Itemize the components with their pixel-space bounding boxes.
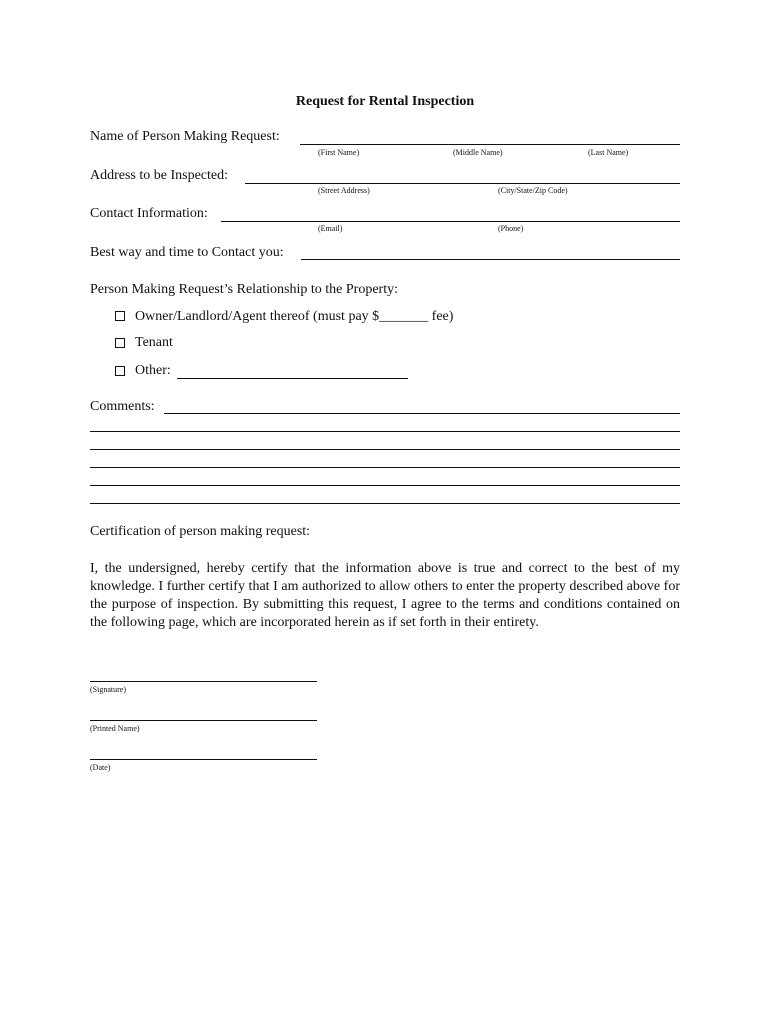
best-time-input-line[interactable] [301, 259, 680, 260]
first-name-caption: (First Name) [318, 148, 360, 157]
contact-input-line[interactable] [221, 221, 680, 222]
comments-line-3[interactable] [90, 449, 680, 450]
owner-option-label: Owner/Landlord/Agent thereof (must pay $_______ fee) [135, 309, 454, 324]
comments-label: Comments: [90, 399, 155, 414]
certification-text: I, the undersigned, hereby certify that the information above is true and correct to the best of my knowledge. I further certify that I am authorized to allow others to enter the property described above for the purpose of inspection. By submitting this request, I agree to the terms and conditions contained on the following page, which are incorporated herein as if set forth in their entirety. [90, 561, 680, 630]
printed-name-caption: (Printed Name) [90, 724, 140, 733]
date-caption: (Date) [90, 763, 111, 772]
comments-line-6[interactable] [90, 503, 680, 504]
street-address-caption: (Street Address) [318, 186, 370, 195]
address-input-line[interactable] [245, 183, 680, 184]
other-checkbox[interactable] [115, 366, 125, 376]
comments-line-4[interactable] [90, 467, 680, 468]
signature-line[interactable] [90, 681, 317, 682]
relationship-label: Person Making Request’s Relationship to the Property: [90, 282, 398, 297]
middle-name-caption: (Middle Name) [453, 148, 503, 157]
signature-caption: (Signature) [90, 685, 126, 694]
best-time-label: Best way and time to Contact you: [90, 245, 284, 260]
certification-heading: Certification of person making request: [90, 524, 311, 539]
name-input-line[interactable] [300, 144, 680, 145]
tenant-option-label: Tenant [135, 335, 173, 350]
phone-caption: (Phone) [498, 224, 524, 233]
date-line[interactable] [90, 759, 317, 760]
contact-label: Contact Information: [90, 206, 208, 221]
comments-line-5[interactable] [90, 485, 680, 486]
page-title: Request for Rental Inspection [295, 94, 475, 109]
name-label: Name of Person Making Request: [90, 129, 280, 144]
other-option-label: Other: [135, 363, 171, 378]
comments-line-2[interactable] [90, 431, 680, 432]
other-input-line[interactable] [177, 378, 408, 379]
owner-checkbox[interactable] [115, 311, 125, 321]
comments-line-1[interactable] [164, 413, 680, 414]
city-state-zip-caption: (City/State/Zip Code) [498, 186, 568, 195]
address-label: Address to be Inspected: [90, 168, 229, 183]
email-caption: (Email) [318, 224, 343, 233]
printed-name-line[interactable] [90, 720, 317, 721]
last-name-caption: (Last Name) [588, 148, 629, 157]
tenant-checkbox[interactable] [115, 338, 125, 348]
